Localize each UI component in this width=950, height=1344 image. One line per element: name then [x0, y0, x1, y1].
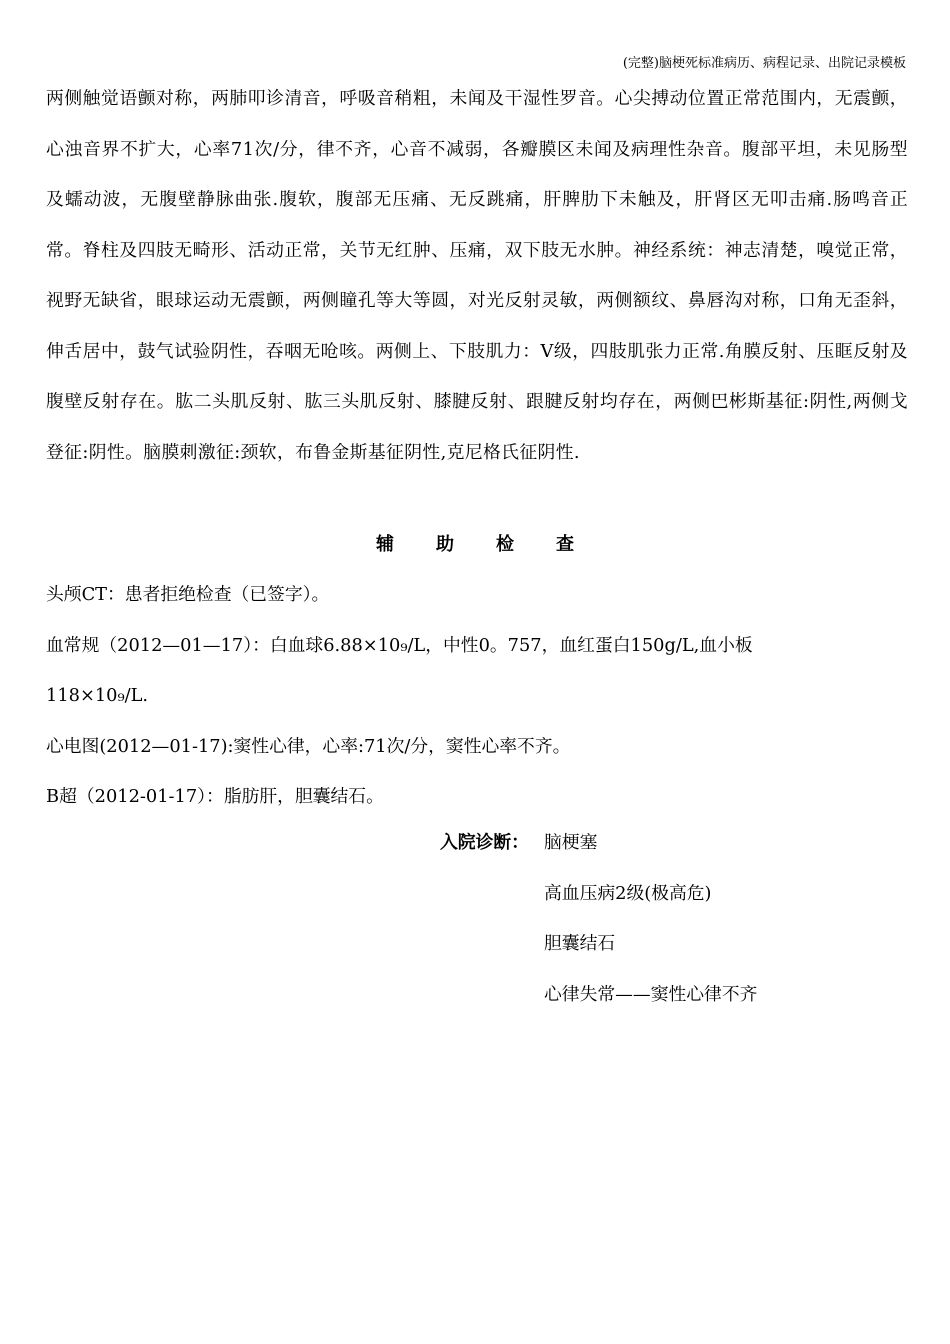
diagnosis-label: 入院诊断：: [440, 832, 529, 853]
admission-diagnosis: [440, 818, 757, 1020]
ecg-result: 心电图(2012—01-17):窦性心律，心率:71次/分，窦性心率不齐。: [46, 735, 571, 757]
diagnosis-item: 高血压病2级(极高危): [544, 882, 712, 904]
running-header: (完整)脑梗死标准病历、病程记录、出院记录模板: [622, 56, 906, 71]
blood-routine-continued: 118×10₉/L.: [46, 685, 149, 706]
auxiliary-exam-heading: 辅助检查: [376, 534, 616, 555]
ct-result: 头颅CT：患者拒绝检查（已签字）。: [46, 584, 330, 605]
blood-routine-result: 血常规（2012—01—17）：白血球6.88×10₉/L，中性0。757，血红蛋白150g/L,血小板: [46, 634, 753, 656]
ultrasound-result: B超（2012-01-17）：脂肪肝，胆囊结石。: [46, 786, 384, 807]
diagnosis-item: 胆囊结石: [544, 933, 616, 954]
auxiliary-exam-list: [46, 570, 908, 823]
diagnosis-item: 脑梗塞: [544, 832, 598, 853]
physical-exam-paragraph: 两侧触觉语颤对称，两肺叩诊清音，呼吸音稍粗，未闻及干湿性罗音。心尖搏动位置正常范围内，无震颤，心浊音界不扩大，心率71次/分，律不齐，心音不减弱，各瓣膜区未闻及病理性杂音。腹部平坦，未见肠型及蠕动波，无腹壁静脉曲张.腹软，腹部无压痛、无反跳痛，肝脾肋下未触及，肝肾区无叩击痛.肠鸣音正常。脊柱及四肢无畸形、活动正常，关节无红肿、压痛，双下肢无水肿。神经系统：神志清楚，嗅觉正常，视野无缺省，眼球运动无震颤，两侧瞳孔等大等圆，对光反射灵敏，两侧额纹、鼻唇沟对称，口角无歪斜，伸舌居中，鼓气试验阴性，吞咽无呛咳。两侧上、下肢肌力：Ⅴ级，四肢肌张力正常.角膜反射、压眶反射及腹壁反射存在。肱二头肌反射、肱三头肌反射、膝腱反射、跟腱反射均存在，两侧巴彬斯基征:阴性,两侧戈登征:阴性。脑膜刺激征:颈软，布鲁金斯基征阴性,克尼格氏征阴性.: [46, 88, 908, 463]
diagnosis-item: 心律失常——窦性心律不齐: [544, 983, 758, 1005]
